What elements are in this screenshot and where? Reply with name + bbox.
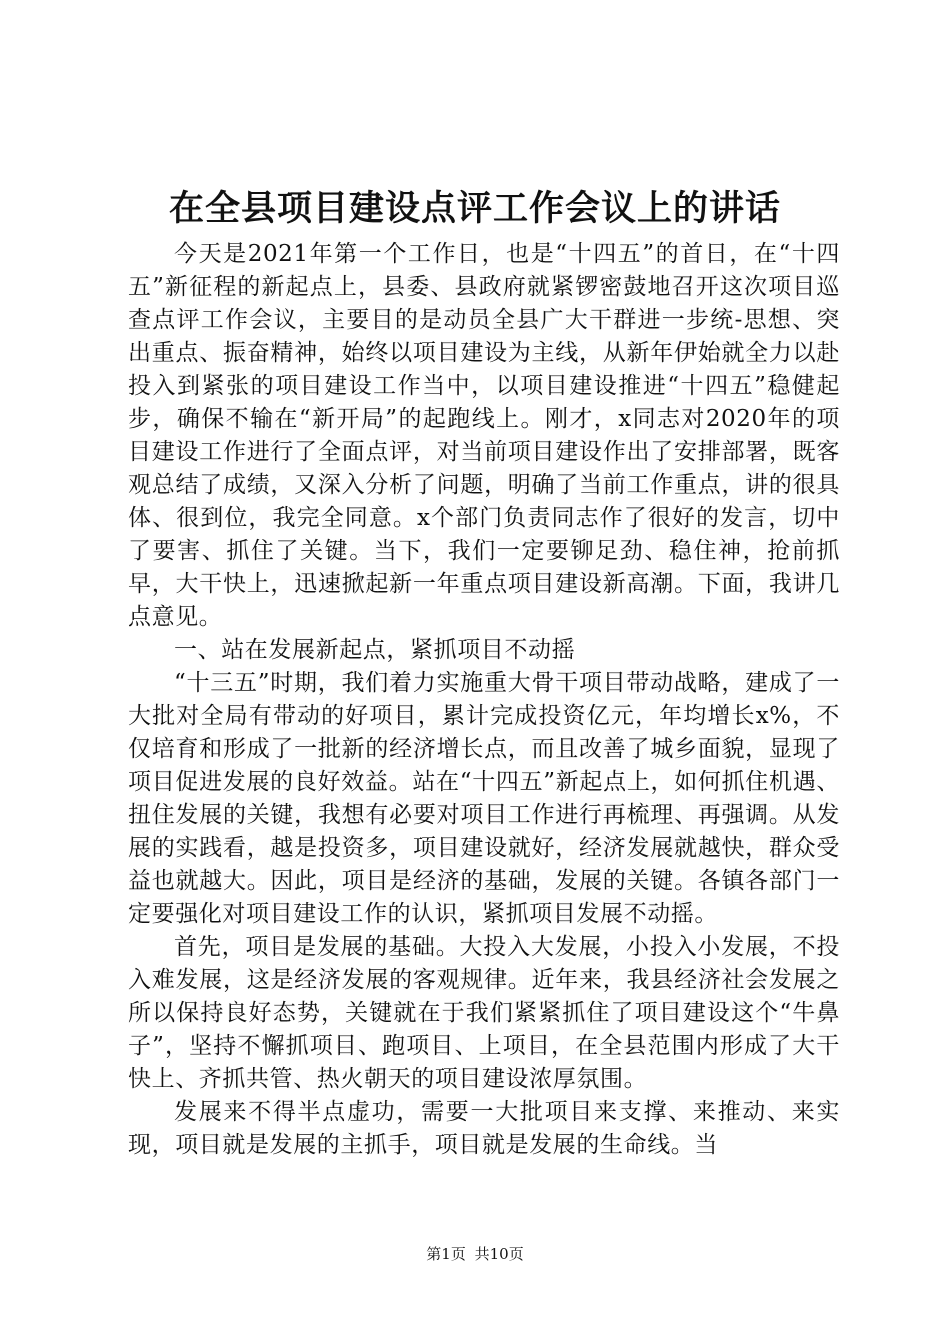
document-body: [128, 238, 840, 1162]
page-total: 共10页: [474, 1245, 524, 1263]
paragraph-development: 发展来不得半点虚功，需要一大批项目来支撑、来推动、来实现，项目就是发展的主抓手，项目就是发展的生命线。当: [128, 1099, 840, 1158]
paragraph-13th-plan: “十三五”时期，我们着力实施重大骨干项目带动战略，建成了一大批对全局有带动的好项目，累计完成投资亿元，年均增长x%，不仅培育和形成了一批新的经济增长点，而且改善了城乡面貌，显现了项目促进发展的良好效益。站在“十四五”新起点上，如何抓住机遇、扭住发展的关键，我想有必要对项目工作进行再梳理、再强调。从发展的实践看，越是投资多，项目建设就好，经济发展就越快，群众受益也就越大。因此，项目是经济的基础，发展的关键。各镇各部门一定要强化对项目建设工作的认识，紧抓项目发展不动摇。: [128, 670, 840, 927]
paragraph-intro: 今天是2021年第一个工作日，也是“十四五”的首日，在“十四五”新征程的新起点上，县委、县政府就紧锣密鼓地召开这次项目巡查点评工作会议，主要目的是动员全县广大干群进一步统-思想、突出重点、振奋精神，始终以项目建设为主线，从新年伊始就全力以赴投入到紧张的项目建设工作当中，以项目建设推进“十四五”稳健起步，确保不输在“新开局”的起跑线上。刚才，x同志对2020年的项目建设工作进行了全面点评，对当前项目建设作出了安排部署，既客观总结了成绩，又深入分析了问题，明确了当前工作重点，讲的很具体、很到位，我完全同意。x个部门负责同志作了很好的发言，切中了要害、抓住了关键。当下，我们一定要铆足劲、稳住神，抢前抓早，大干快上，迅速掀起新一年重点项目建设新高潮。下面，我讲几点意见。: [128, 241, 840, 630]
section-heading-1: 一、站在发展新起点，紧抓项目不动摇: [174, 637, 576, 663]
document-title: 在全县项目建设点评工作会议上的讲话: [168, 188, 781, 229]
page-footer: [0, 1244, 950, 1264]
page-number: 第1页: [426, 1245, 466, 1263]
paragraph-first-point: 首先，项目是发展的基础。大投入大发展，小投入小发展，不投入难发展，这是经济发展的客观规律。近年来，我县经济社会发展之所以保持良好态势，关键就在于我们紧紧抓住了项目建设这个“牛鼻子”，坚持不懈抓项目、跑项目、上项目，在全县范围内形成了大干快上、齐抓共管、热火朝天的项目建设浓厚氛围。: [128, 934, 840, 1092]
